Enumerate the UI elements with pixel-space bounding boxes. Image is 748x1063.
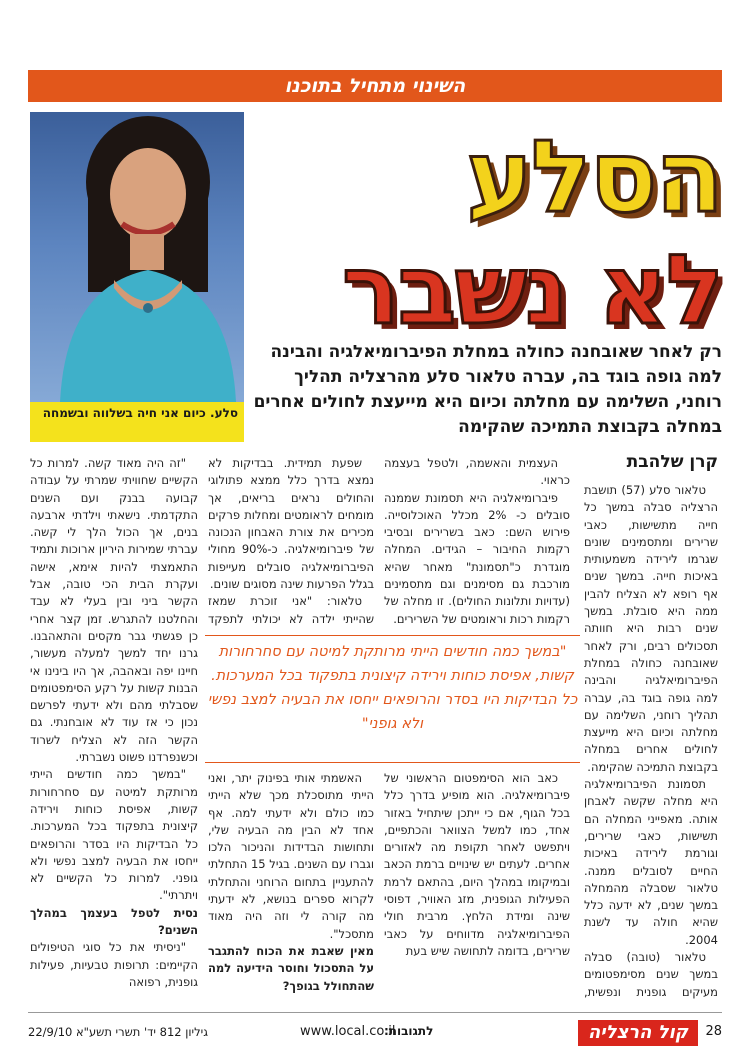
column-2-lower (384, 770, 570, 1006)
issue-info: גיליון 812 יד' תשרי תשע"א 22/9/10 (28, 1025, 208, 1039)
paragraph: טלאור (טובה) סבלה במשך שנים מסימפטומים מעיקים גופנית ונפשית, (584, 950, 718, 999)
paragraph: טלאור סלע (57) תושבת הרצליה סבלה במשך כל חייה מתשישות, כאבי שרירים ומתסמינים שונים שגרמו לירידה משמעותית באיכות חייה. במשך שנים אף רופא לא הצליח להבין ממה היא סובלת. במשך שנים רבות היא חוותה תסכולים רבים, ורק לאחר שאובחנה כחולה במחלת הפיברומיאלגיה והבינה למה גופה בוגד בה, עברה תהליך רוחני, השלימה עם מחלתה וכיום היא מייעצת לחולים אחרים במחלה בקבוצת התמיכה שהקימה. (584, 483, 718, 774)
section-banner: השינוי מתחיל בתוכנו (28, 70, 722, 102)
website-link[interactable]: www.local.co.il (300, 1024, 396, 1039)
interview-question: נסית לטפל בעצמך במהלך השנים? (30, 905, 198, 938)
paragraph: פיברומיאלגיה היא תסמונת שממנה סובלים כ- 2% מכלל האוכלוסייה. פירוש השם: כאב בשרירים ובסיבי רקמות החיבור – הגידים. המחלה מוגדרת כ"תסמונת" מאחר שהיא מורכבת גם מסימנים וגם מתסמינים (עדויות ותלונות החולים). זו מחלה של רקמות רכות וראומטים של השרירים. (384, 490, 570, 626)
paragraph: טלאור: "אני זוכרת שמאז שהייתי ילדה לא יכולתי לתפקד (208, 594, 374, 626)
footer-divider (28, 1012, 722, 1013)
woman-portrait-icon (30, 112, 244, 402)
column-2 (384, 455, 570, 627)
paragraph: העצמית והאשמה, ולטפל בעצמה כראוי. (384, 456, 570, 488)
column-1 (584, 482, 718, 1002)
interview-question: מאין שאבת את הכוח להתגבר על התסכול וחוסר הידיעה למה שהתחולל בגופך? (208, 943, 374, 993)
column-4 (30, 455, 198, 1007)
paragraph: "במשך כמה חודשים הייתי מרותקת למיטה עם סחרחורות קשות, אפיסת כוחות וירידה קיצונית בתפקוד בכל המערכות. כל הבדיקות היו בסדר והרופאים ייחסו את הבעיה למצב נפשי ולא גופני. למרות כל הקשיים לא ויתרתי". (30, 767, 198, 903)
page-number: 28 (705, 1024, 722, 1039)
paragraph: "זה היה מאוד קשה. למרות כל הקשיים שחוויתי שמרתי על עבודה קבועה בבנק ועם השנים התקדמתי. נישאתי וילדתי ארבעה בנים, אך הכול הלך לי קשה. עברתי שמירות היריון ארוכות ותמיד התאמצתי להיות אימא, אישה ועקרת הבית הכי טובה, אבל הקשר ביני ובין בעלי לא עבד והחלטנו להתגרש. זמן קצר אחרי כן פגשתי גבר מקסים והתאהבנו. גרנו יחד למשך למעלה מעשור, חיינו יפה ובאהבה, אך היו בינינו אי הבנות קשות על רקע הסימפטומים שסבלתי מהם ולא ידעתי לפרשם נכון כי אז עוד לא אובחנתי. גם הקשר הזה לא הצליח לשרוד וכשנפרדנו פשוט נשברתי. (30, 456, 198, 765)
paragraph: תסמונת הפיברומיאלגיה היא מחלה שקשה לאבחן אותה. מאפייני המחלה הם תשישות, כאבי שרירים, וגורמת לירידה באיכות החיים לסובלים ממנה. טלאור שסבלה מהמחלה במשך שנים, לא ידעה כלל שהיא חולה עד לשנת 2004. (584, 777, 718, 947)
author-byline: קרן שלהבת (626, 452, 718, 472)
paragraph: האשמתי אותי בפינוק יתר, ואני הייתי מתוסכלת מכך שלא הייתי כמו כולם ולא ידעתי למה. אף אחד לא הבין מה הבעיה שלי, ותחושות הבדידות והניכור הלכו וגברו עם השנים. בגיל 15 התחלתי להתעניין בתחום הרוחני והתחלתי לקרוא ספרים בנושא, לא ידעתי מה קורה לי וזה היה מאוד מתסכל". (208, 771, 374, 941)
responses-label: לתגובות: (384, 1024, 434, 1038)
column-3-lower (208, 770, 374, 1006)
paragraph: כאב הוא הסימפטום הראשוני של פיברומיאלגיה. הוא מופיע בדרך כלל בכל הגוף, אם כי ייתכן שיתחיל באזור אחד, כמו למשל הצוואר והכתפיים, ויתפשט לאחר תקופת מה לאזורים אחרים. לעתים יש שינויים ברמת הכאב ובמיקומו במהלך היום, בהתאם לרמת הפעילות הגופנית, מזג האוויר, דפוסי שינה ומידת הלחץ. מרבית חולי הפיברומיאלגיה מדווחים על כאבי שרירים, בדומה לתחושה שיש בעת (384, 771, 570, 958)
column-3 (208, 455, 374, 627)
photo-caption: סלע. כיום אני חיה בשלווה ובשמחה (30, 402, 244, 442)
pull-quote: "במשך כמה חודשים הייתי מרותקת למיטה עם סחרחורות קשות, אפיסת כוחות וירידה קיצונית בתפקוד בכל המערכות. כל הבדיקות היו בסדר והרופאים ייחסו את הבעיה למצב נפשי ולא גופני" (205, 635, 580, 763)
publication-logo: קול הרצליה (578, 1020, 698, 1046)
paragraph: שפעת תמידית. בבדיקות לא נמצא בדרך כלל ממצא פתולוגי והחולים נראים בריאים, אך מומחים לראומטים ומחלות פרקים מכירים את צורת האבחון הנכונה של פיברומיאלגיה. כ-90% מחולי הפיברומיאלגיה סובלים מעייפות בגלל הפרעות שינה מסוגים שונים. (208, 456, 374, 592)
headline-line-1: הסלע (466, 118, 722, 235)
portrait-photo (30, 112, 244, 402)
article-lede: רק לאחר שאובחנה כחולה במחלת הפיברומיאלגיה והבינה למה גופה בוגד בה, עברה טלאור סלע מהרצליה תהליך רוחני, השלימה עם מחלתה וכיום היא מייעצת לחולים אחרים במחלה בקבוצת התמיכה שהקימה (253, 342, 722, 437)
headline-line-2: לא נשבר (341, 234, 722, 346)
paragraph: "ניסיתי את כל סוגי הטיפולים הקיימים: תרופות טבעיות, פעילות גופנית, רפואה (30, 940, 198, 989)
